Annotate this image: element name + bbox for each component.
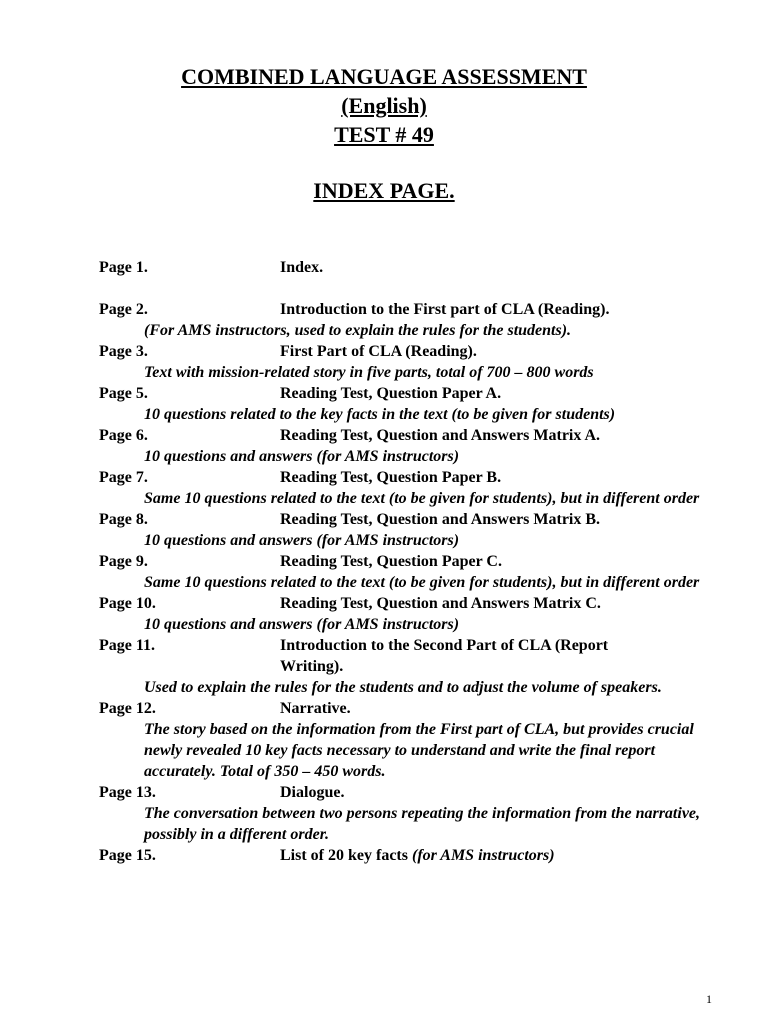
entry-page: Page 12. xyxy=(99,700,156,717)
entry-title: Reading Test, Question Paper B. xyxy=(280,469,502,486)
entry-title: Narrative. xyxy=(280,700,351,717)
entry-description: The story based on the information from the First part of CLA, but provides crucial newly revealed 10 key facts necessary to understand and write the final report accurately. Total of 350 – 450 words. xyxy=(144,721,694,780)
entry-title: Introduction to the First part of CLA (Reading). xyxy=(280,301,610,318)
index-entry xyxy=(99,299,739,320)
entry-page: Page 10. xyxy=(99,595,156,612)
entry-description: 10 questions related to the key facts in the text (to be given for students) xyxy=(144,406,616,423)
index-entries xyxy=(99,257,739,866)
entry-title: Reading Test, Question Paper C. xyxy=(280,553,502,570)
index-entry xyxy=(99,782,739,803)
entry-description: (For AMS instructors, used to explain the rules for the students). xyxy=(144,322,572,339)
spacer xyxy=(99,278,739,299)
entry-page: Page 1. xyxy=(99,259,148,276)
entry-description: 10 questions and answers (for AMS instructors) xyxy=(144,616,460,633)
index-entry xyxy=(99,257,739,278)
entry-page: Page 11. xyxy=(99,637,155,654)
entry-title: Reading Test, Question and Answers Matrix B. xyxy=(280,511,601,528)
entry-page: Page 8. xyxy=(99,511,148,528)
document-title: COMBINED LANGUAGE ASSESSMENT xyxy=(181,64,587,89)
document-header xyxy=(0,62,768,205)
entry-title: Dialogue. xyxy=(280,784,345,801)
index-entry xyxy=(99,845,739,866)
entry-description: The conversation between two persons repeating the information from the narrative, possibly in a different order. xyxy=(144,805,701,843)
entry-title: Reading Test, Question and Answers Matrix A. xyxy=(280,427,601,444)
entry-description: Same 10 questions related to the text (to be given for students), but in different order xyxy=(144,574,700,591)
entry-page: Page 7. xyxy=(99,469,148,486)
index-entry xyxy=(99,425,739,446)
entry-page: Page 2. xyxy=(99,301,148,318)
entry-page: Page 5. xyxy=(99,385,148,402)
entry-page: Page 15. xyxy=(99,847,156,864)
entry-description: 10 questions and answers (for AMS instructors) xyxy=(144,448,460,465)
entry-page: Page 9. xyxy=(99,553,148,570)
index-entry xyxy=(99,383,739,404)
index-entry xyxy=(99,635,739,677)
entry-description: Same 10 questions related to the text (to be given for students), but in different order xyxy=(144,490,700,507)
entry-title xyxy=(280,845,660,866)
entry-description: 10 questions and answers (for AMS instructors) xyxy=(144,532,460,549)
entry-title-text: List of 20 key facts xyxy=(280,847,408,864)
index-entry xyxy=(99,509,739,530)
document-subtitle: (English) xyxy=(341,93,427,118)
index-entry xyxy=(99,551,739,572)
entry-description: Used to explain the rules for the students and to adjust the volume of speakers. xyxy=(144,679,662,696)
index-entry xyxy=(99,593,739,614)
index-entry xyxy=(99,467,739,488)
entry-page: Page 6. xyxy=(99,427,148,444)
entry-title: Reading Test, Question and Answers Matrix C. xyxy=(280,595,601,612)
entry-title: Index. xyxy=(280,259,324,276)
page-number: 1 xyxy=(706,992,712,1006)
entry-title: Introduction to the Second Part of CLA (Report Writing). xyxy=(280,637,609,675)
index-entry xyxy=(99,341,739,362)
entry-title: Reading Test, Question Paper A. xyxy=(280,385,502,402)
entry-description: Text with mission-related story in five parts, total of 700 – 800 words xyxy=(144,364,594,381)
entry-title-note: (for AMS instructors) xyxy=(411,847,555,864)
entry-page: Page 3. xyxy=(99,343,148,360)
index-page-title: INDEX PAGE. xyxy=(313,178,455,203)
index-entry xyxy=(99,698,739,719)
entry-title: First Part of CLA (Reading). xyxy=(280,343,477,360)
test-number: TEST # 49 xyxy=(334,122,434,147)
entry-page: Page 13. xyxy=(99,784,156,801)
